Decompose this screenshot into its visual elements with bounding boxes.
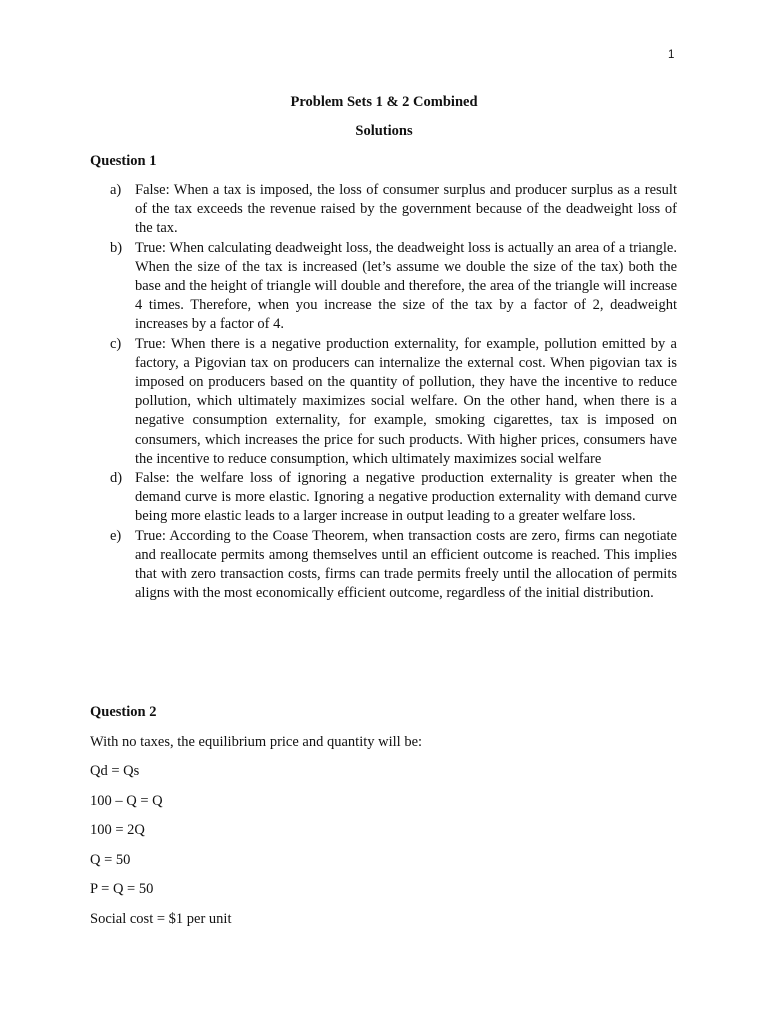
question-2-intro: With no taxes, the equilibrium price and quantity will be: (90, 734, 423, 750)
answer-text: True: When calculating deadweight loss, the deadweight loss is actually an area of a triangle. When the size of the tax is increased (let’s assume we double the size of the tax) both the base and the height of triangle will double and therefore, the area of the triangle will increase 4 times. Therefore, when you increase the size of the tax by a factor of 2, deadweight increases by a factor of 4. (135, 239, 677, 333)
document-title: Problem Sets 1 & 2 Combined (290, 94, 478, 110)
list-marker: b) (110, 239, 123, 256)
equation-line: Qd = Qs (90, 763, 140, 779)
list-marker: a) (110, 182, 122, 198)
answer-text: False: When a tax is imposed, the loss of consumer surplus and producer surplus as a result of the tax exceeds the revenue raised by the government because of the deadweight loss of the tax. (135, 182, 677, 237)
document-subtitle: Solutions (355, 123, 413, 139)
answer-text: True: According to the Coase Theorem, when transaction costs are zero, firms can negotiate and reallocate permits among themselves until an efficient outcome is reached. This implies that with zero transaction costs, firms can trade permits freely until the allocation of permits aligns with the most economically efficient outcome, regardless of the initial distribution. (135, 527, 677, 602)
list-item (110, 335, 677, 469)
list-item (110, 239, 677, 335)
equation-line: 100 – Q = Q (90, 793, 163, 809)
question-1-answer-list (110, 181, 677, 603)
equation-line: P = Q = 50 (90, 881, 154, 897)
list-item (110, 527, 677, 604)
answer-text: False: the welfare loss of ignoring a negative production externality is greater when the demand curve is more elastic. Ignoring a negative production externality with demand curve being more elastic leads to a larger increase in output leading to a greater welfare loss. (135, 470, 677, 525)
answer-text: True: When there is a negative production externality, for example, pollution emitted by a factory, a Pigovian tax on producers can internalize the external cost. When pigovian tax is imposed on producers based on the quantity of pollution, they have the incentive to reduce pollution, which ultimately maximizes social welfare. On the other hand, when there is a negative consumption externality, for example, smoking cigarettes, tax is imposed on consumers, which increases the price for such products. With higher prices, consumers have the incentive to reduce consumption, which ultimately maximizes social welfare (135, 335, 677, 467)
list-marker: e) (110, 527, 122, 544)
equation-line: Q = 50 (90, 852, 131, 868)
social-cost-line: Social cost = $1 per unit (90, 911, 232, 927)
list-item (110, 181, 677, 239)
question-2-heading: Question 2 (90, 704, 157, 720)
list-item (110, 469, 677, 527)
list-marker: c) (110, 335, 122, 352)
list-marker: d) (110, 470, 123, 487)
page-number: 1 (668, 49, 675, 61)
question-1-heading: Question 1 (90, 153, 157, 169)
equation-line: 100 = 2Q (90, 822, 145, 838)
